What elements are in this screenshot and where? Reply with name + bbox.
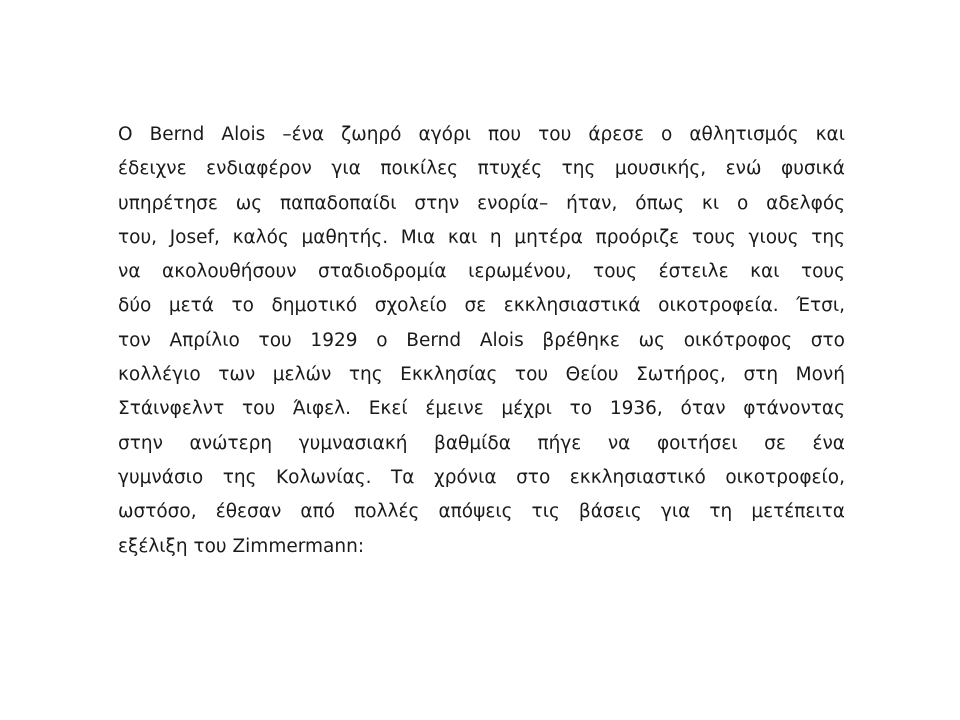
text-line-10: στην ανώτερη γυμνασιακή βαθμίδα πήγε να φοιτήσει σε ένα <box>118 432 845 454</box>
text-line-9: Στάινφελντ του Άιφελ. Εκεί έμεινε μέχρι το 1936, όταν φτάνοντας <box>118 398 845 420</box>
text-line-8: κολλέγιο των μελών της Εκκλησίας του Θείου Σωτήρος, στη Μονή <box>118 364 845 386</box>
text-line-12: ωστόσο, έθεσαν από πολλές απόψεις τις βάσεις για τη μετέπειτα <box>118 501 845 523</box>
paragraph-text <box>118 118 845 564</box>
text-line-4: του, Josef, καλός μαθητής. Μια και η μητέρα προόριζε τους γιους της <box>118 226 845 248</box>
text-line-5: να ακολουθήσουν σταδιοδρομία ιερωμένου, τους έστειλε και τους <box>118 261 845 283</box>
text-line-11: γυμνάσιο της Κολωνίας. Τα χρόνια στο εκκλησιαστικό οικοτροφείο, <box>118 466 845 488</box>
text-line-3: υπηρέτησε ως παπαδοπαίδι στην ενορία– ήταν, όπως κι ο αδελφός <box>118 192 845 214</box>
text-line-1: O Bernd Alois –ένα ζωηρό αγόρι που του άρεσε ο αθλητισμός και <box>118 124 845 145</box>
text-line-7: τον Απρίλιο του 1929 ο Bernd Alois βρέθηκε ως οικότροφος στο <box>118 329 845 351</box>
text-line-2: έδειχνε ενδιαφέρον για ποικίλες πτυχές της μουσικής, ενώ φυσικά <box>118 158 845 180</box>
text-line-6: δύο μετά το δημοτικό σχολείο σε εκκλησιαστικά οικοτροφεία. Έτσι, <box>118 295 845 317</box>
text-line-13: εξέλιξη του Zimmermann: <box>118 535 365 557</box>
